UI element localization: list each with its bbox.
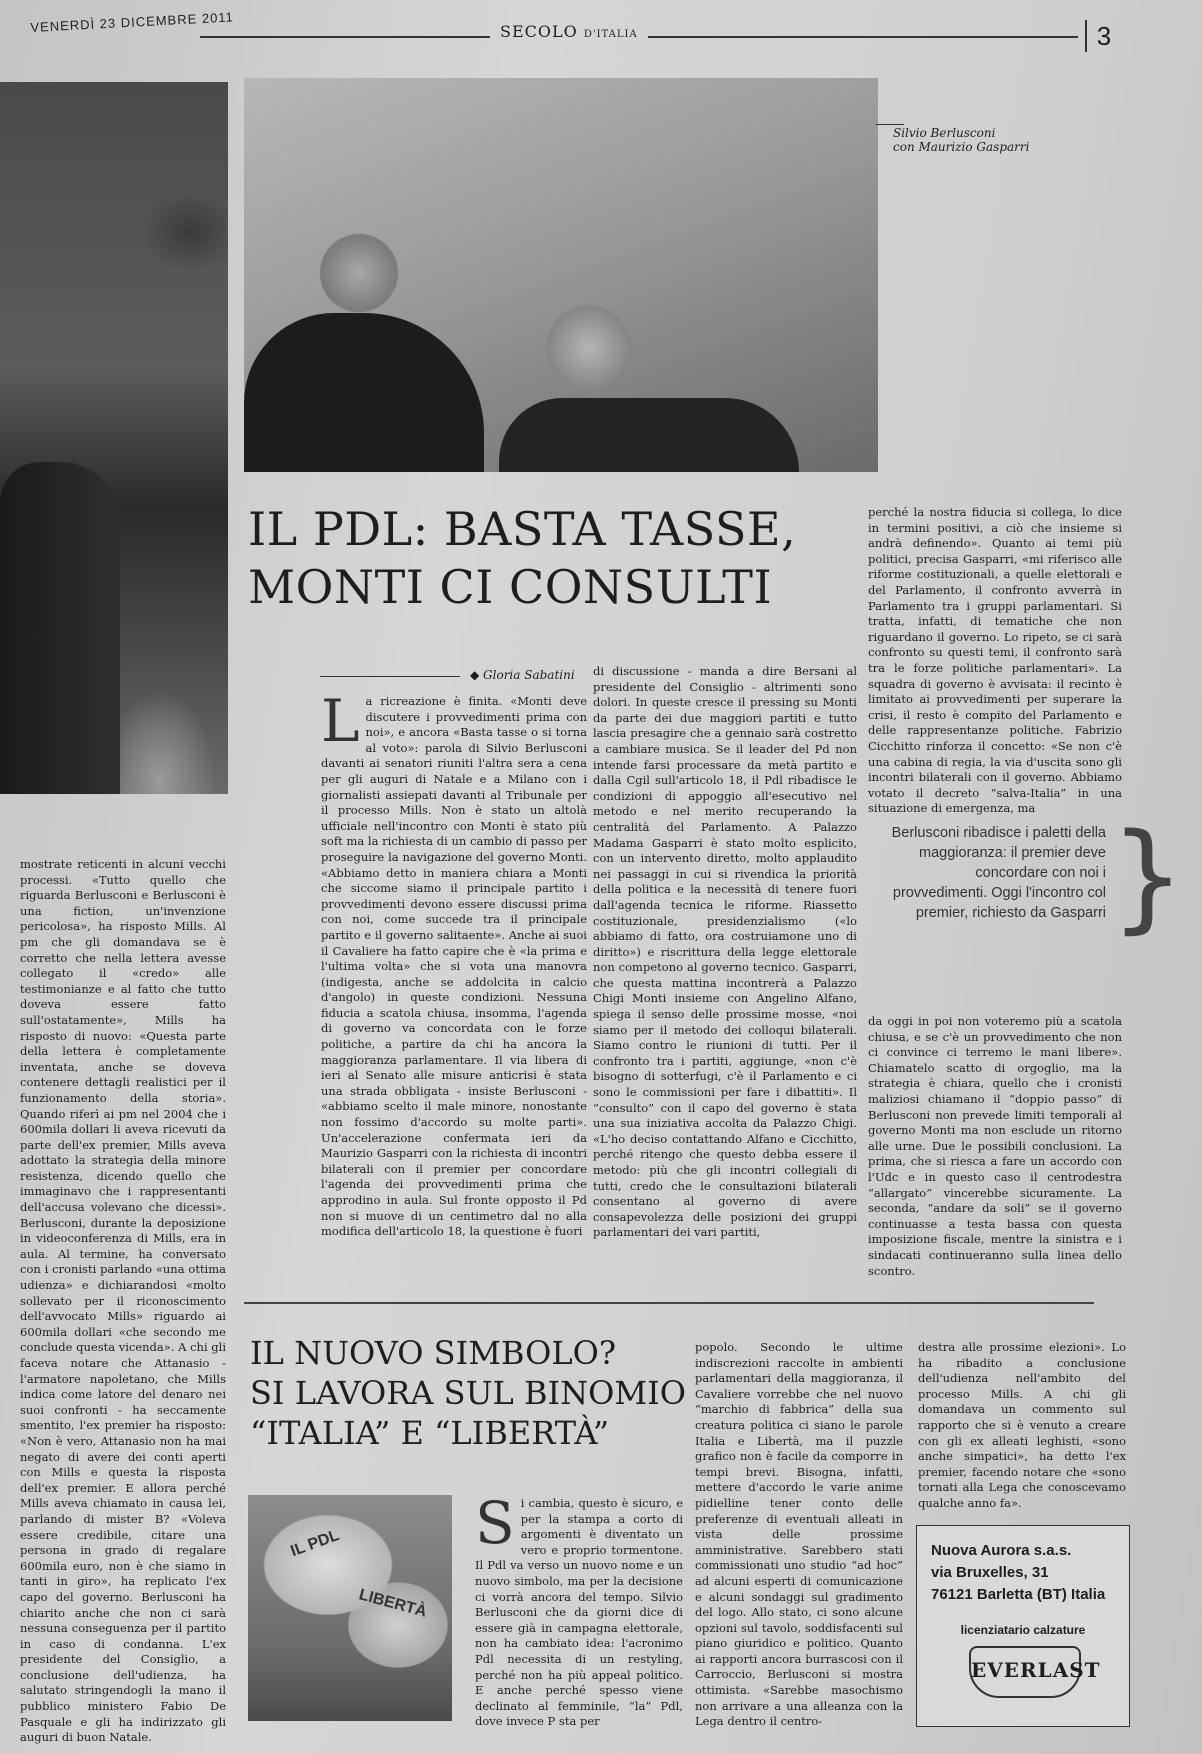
article-column-2: di discussione - manda a dire Bersani al presidente del Consiglio - altrimenti sono dolori. In queste cresce il pressing su Monti da parte dei due maggiori partiti e tutto lascia presagire che a gennaio sarà costretto a cambiare musica. Se il leader del Pd non intende farsi processare da metà partito e dalla Cgil sull'articolo 18, il Pdl ribadisce le condizioni di appoggio all'esecutivo nel metodo e nel merito recuperando la centralità del Parlamento. A Palazzo Madama Gasparri è stato molto esplicito, con un intervento diretto, molto applaudito nei passaggi in cui si rivendica la priorità della politica e la necessità di tenere fuori dall'agenda tecnica le riforme. Riassetto costituzionale, presidenzialismo («lo abbiamo di fatto, ora costruiamone uno di diritto») e riscrittura della legge elettorale non competono al governo tecnico. Gasparri, che questa mattina incontrerà a Palazzo Chigi Monti insieme con Angelino Alfano, spiega il senso delle prossime mosse, «noi siamo per il metodo dei colloqui bilaterali. Siamo contro le riunioni di tutti. Per il confronto tra i partiti, aggiunge, «non c'è bisogno di sotterfugi, c'è il Parlamento e ci sono le commissioni per fare i dibattiti». Il “consulto” con il capo del governo è stata una sua iniziativa accolta da Palazzo Chigi. «L'ho deciso contattando Alfano e Cicchitto, perché ritengo che questo debba essere il metodo: più che gli incontri collegiali di tutti, credo che le consultazioni bilaterali consentano al governo di avere consapevolezza delle posizioni dei gruppi parlamentari dei vari partiti, (593, 664, 857, 1240)
photo-person-left (244, 313, 484, 472)
byline-rule (320, 676, 460, 677)
caption-line-2: con Maurizio Gasparri (893, 140, 1030, 154)
issue-date: VENERDÌ 23 DICEMBRE 2011 (30, 9, 235, 35)
pull-quote: Berlusconi ribadisce i paletti della maggioranza: il premier deve concordare con noi i provvedimenti. Oggi l'incontro col premier, richiesto da Gasparri (891, 825, 1106, 921)
advertisement-box (916, 1525, 1130, 1727)
paper-name: SECOLO (500, 22, 578, 41)
ad-address (931, 1540, 1105, 1606)
second-headline (250, 1333, 690, 1453)
ad-street: via Bruxelles, 31 (931, 1564, 1049, 1581)
page-number: 3 (1085, 20, 1121, 52)
caption-rule (876, 124, 904, 125)
ad-company: Nuova Aurora s.a.s. (931, 1542, 1072, 1559)
parliament-photo (0, 82, 228, 794)
pull-quote-brace: } (1110, 807, 1186, 945)
second-article-column-3: destra alle prossime elezioni». Lo ha ribadito a conclusione dell'udienza nell'ambito del processo Mills. A chi gli domandava un commento sul rapporto che si è venuto a creare con gli ex alleati leghisti, «sono anche simpatici», ha detto l'ex premier, facendo notare che «sono tornati alla Lega che conoscevamo qualche anno fa». (918, 1340, 1126, 1510)
ad-city: 76121 Barletta (BT) Italia (931, 1586, 1106, 1603)
photo-caption (893, 126, 1073, 154)
left-column-text: mostrate reticenti in alcuni vecchi processi. «Tutto quello che riguarda Berlusconi e Berlusconi è una fiction, un'invenzione pericolosa», ha risposto Mills. Al pm che gli domandava se è corretto che nella lettera avesse collegato il «credo» alle testimonianze e al fatto che tutto doveva essere fatto sull'ostatamente», Mills ha risposto di nuovo: «Questa parte della lettera è completamente inventata, anche se doveva contenere dettagli realistici per il funzionamento della storia». Quando riferì ai pm nel 2004 che i 600mila dollari li aveva ricevuti da parte dell'ex premier, Mills aveva adottato la strategia della minore resistenza, dicendo quello che immaginavo che i rappresentanti dell'accusa volevano che dicessi». Berlusconi, durante la deposizione in videoconferenza di Mills, era in aula. Al termine, ha conversato con i cronisti parlando «una ottima udienza» e dichiarandosi «molto sollevato per il riconoscimento dell'avvocato Mills» riguardo ai 600mila dollari «che secondo me conclude questa vicenda». A chi gli faceva notare che Attanasio - l'armatore napoletano, che Mills indica come latore del denaro nei suoi confronti - ha seccamente smentito, l'ex premier ha risposto: «Non è vero, Attanasio non ha mai negato di avere dei conti aperti con Mills e questa la risposta dell'ex premier. E allora perché Mills aveva chiamato in causa lei, parlando di mister B? «Voleva essere credibile, citare una persona in grado di regalare 600mila euro, non è che siamo in tanti in giro», ha replicato l'ex capo del governo. Berlusconi ha chiarito anche che non ci sarà nessuna conseguenza per il partito in caso di condanna. L'ex presidente del Consiglio, a conclusione dell'udienza, ha salutato stringendogli la mano il pubblico ministero Fabio De Pasquale e gli ha indirizzato gli auguri di buon Natale. (20, 857, 226, 1745)
photo-figure (0, 462, 120, 794)
rally-photo (248, 1495, 452, 1721)
photo-sign-text-1: IL PDL (288, 1526, 342, 1561)
column-1-text: a ricreazione è finita. «Monti deve discutere i provvedimenti prima con noi», e ancora «Basta tasse o si torna al voto»: parola di Silvio Berlusconi davanti ai senatori riuniti l'altra sera a cena per gli auguri di Natale e a Milano con i giornalisti assiepati davanti al Tribunale per il processo Mills. Non è stato un altolà ufficiale nell'incontro con Monti è stato più soft ma la richiesta di un cambio di passo per proseguire la navigazione del governo Monti. «Abbiamo detto in maniera chiara a Monti che siccome siamo il principale partito i provvedimenti devono essere discussi prima con noi, come succede tra il principale partito e il governo salitaente». Anche ai suoi il Cavaliere ha fatto capire che è «la prima e l'ultima volta» che si vota una manovra (indigesta, anche se addolcita in calcio d'angolo) in queste condizioni. Nessuna fiducia a scatola chiusa, insomma, l'agenda di governo va concordata con le forze politiche, a partire da chi ha ancora la maggioranza parlamentare. Il via libera di ieri al Senato alle misure anticrisi è stata una strada obbligata - insiste Berlusconi - «abbiamo scelto il male minore, nonostante non fossimo d'accordo su molte parti». Un'accelerazione confermata ieri da Maurizio Gasparri con la richiesta di incontri bilaterali con il premier per concordare l'agenda dei provvedimenti prima che approdino in aula. Sul fronte opposto il Pd non si muove di un centimetro dal no alla modifica dell'articolo 18, la questione è fuori (321, 694, 587, 1239)
byline-author: Gloria Sabatini (483, 668, 575, 682)
second-headline-line-2: SI LAVORA SUL BINOMIO (250, 1374, 686, 1412)
header-rule-left (200, 36, 490, 38)
paper-subname: D'ITALIA (583, 29, 638, 40)
caption-line-1: Silvio Berlusconi (893, 126, 996, 140)
photo-sign-text-2: LIBERTÀ (357, 1586, 429, 1621)
photo-person-right (499, 398, 799, 472)
second-article-column-2: popolo. Secondo le ultime indiscrezioni raccolte in ambienti parlamentari della maggioranza, il Cavaliere vorrebbe che nel nuovo “marchio di fabbrica” della sua creatura politica ci siano le parole Italia e Libertà, ma il puzzle grafico non è facile da comporre in tempi brevi. Bisogna, infatti, mettere d'accordo le varie anime pidielline tener conto delle preferenze di eventuali alleati in vista delle prossime amministrative. Sarebbero stati commissionati uno studio “ad hoc” ad alcuni esperti di comunicazione e alcuni sondaggi sul gradimento del logo. Allo stato, ci sono alcune opzioni sul tavolo, soddisfacenti sul piano giuridico e politico. Quanto ai rapporti ancora burrascosi con il Carroccio, Berlusconi si mostra ottimista. «Sarebbe masochismo non arrivare a una alleanza con la Lega dentro il centro- (695, 1340, 903, 1729)
article-column-3-bottom: da oggi in poi non voteremo più a scatola chiusa, e se c'è un provvedimento che non ci convince ci terremo le mani libere». Chiamatelo scatto di orgoglio, ma la strategia è chiara, quello che i cronisti maliziosi chiamano il “doppio passo” di Berlusconi non prevede limiti temporali al governo Monti ma non esclude un ritorno alle urne. Due le possibili conclusioni. La prima, che si riesca a fare un accordo con l'Udc e in questo caso il centrodestra “allargato” vincerebbe sicuramente. La seconda, “andare da soli” se il governo continuasse a testa bassa con questa imposizione fiscale, mentre la sinistra e i sindacati continueranno sulla linea dello scontro. (868, 1014, 1122, 1278)
byline: ◆ Gloria Sabatini (470, 668, 575, 682)
second-column-1-text: i cambia, questo è sicuro, e per la stampa a corto di argomenti è diventato un vero e proprio tormentone. Il Pdl va verso un nuovo nome e un nuovo simbolo, ma per la decisione ci vorrà ancora del tempo. Silvio Berlusconi che da giorni dice di essere già in campagna elettorale, non ha cambiato idea: l'acronimo Pdl necessita di un restyling, perché non ha più appeal politico. E anche perché spesso viene declinato al femminile, “la” Pdl, dove invece P sta per (475, 1496, 683, 1729)
section-divider (244, 1302, 1094, 1304)
ad-licensee: licenziatario calzature (960, 1623, 1086, 1637)
newspaper-name (500, 22, 638, 41)
drop-cap: L (321, 687, 360, 755)
header-rule-right (648, 36, 1078, 38)
second-headline-line-1: IL NUOVO SIMBOLO? (250, 1334, 616, 1372)
headline-line-1: IL PDL: BASTA TASSE, (248, 502, 797, 556)
article-column-1 (321, 687, 587, 1279)
everlast-logo: EVERLAST (969, 1646, 1081, 1698)
second-article-column-1 (475, 1489, 683, 1729)
second-headline-line-3: “ITALIA” E “LIBERTÀ” (250, 1414, 610, 1452)
main-headline (248, 500, 828, 616)
second-drop-cap: S (475, 1489, 515, 1557)
article-column-3-top: perché la nostra fiducia si collega, lo dice in termini positivi, a ciò che insieme si andrà definendo». Quanto ai temi più politici, precisa Gasparri, «mi riferisco alle riforme costituzionali, a quelle elettorali e del Parlamento, il confronto avverrà in Parlamento tra i gruppi parlamentari. Si tratta, infatti, di tematiche che non riguardano il governo. Lo ripeto, se ci sarà confronto su questi temi, il confronto sarà tra le forze politiche parlamentari». La squadra di governo è avvisata: il recinto è limitato ai provvedimenti per superare la crisi, il resto è compito del Parlamento e delle rappresentanze politiche. Fabrizio Cicchitto rinforza il concetto: «Se non c'è una cabina di regia, la via d'uscita sono gli incontri bilaterali con il governo. Abbiamo votato il decreto “salva-Italia” in una situazione di emergenza, ma (868, 505, 1122, 816)
berlusconi-gasparri-photo (244, 78, 878, 472)
headline-line-2: MONTI CI CONSULTI (248, 560, 773, 614)
